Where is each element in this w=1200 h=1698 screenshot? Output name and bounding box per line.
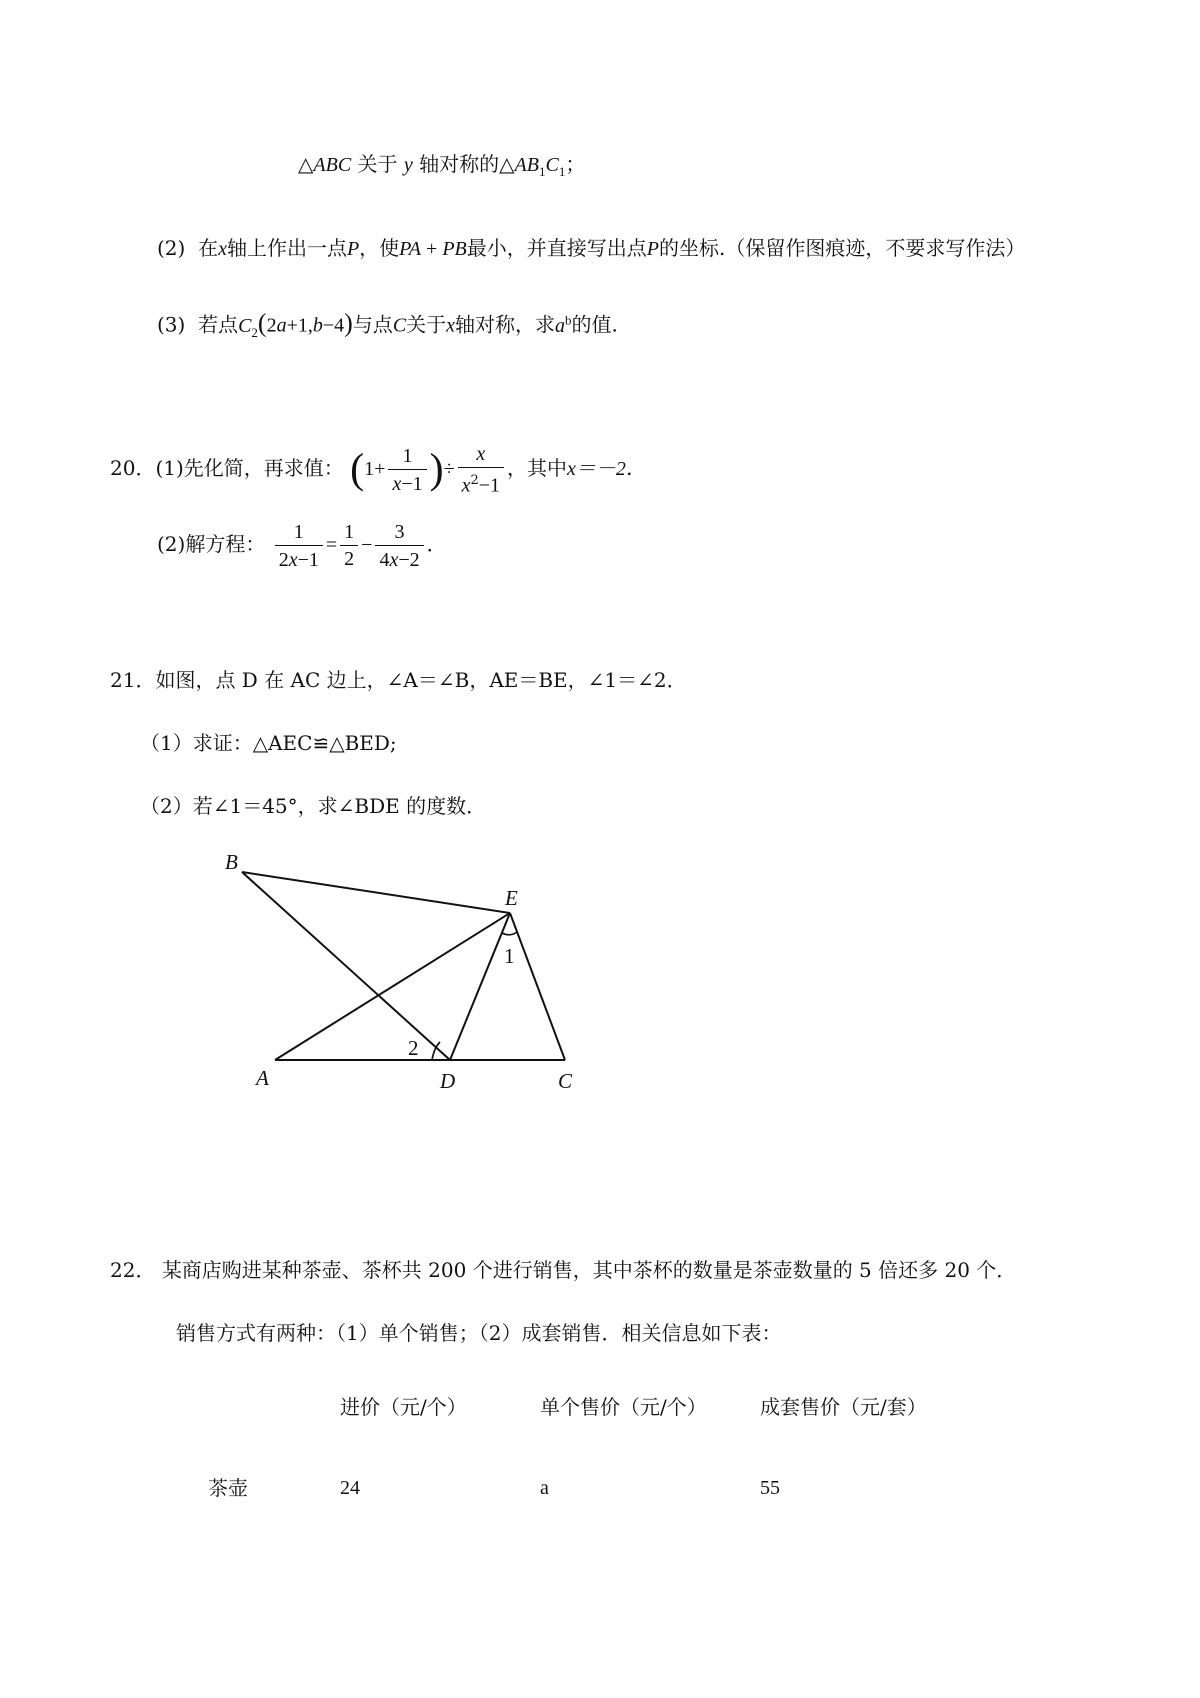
q22-stem: 22． 某商店购进某种茶壶、茶杯共 200 个进行销售，其中茶杯的数量是茶壶数量的 5 倍还多 20 个． bbox=[110, 1258, 1017, 1282]
fraction-1-over-x-minus-1: $\frac{1}{x-1}$ bbox=[388, 443, 426, 497]
label-E: E bbox=[505, 886, 518, 910]
q20-part2-line: (2)解方程： $\frac{1}{2x-1}$ = $\frac{1}{2}$ − $\frac{3}{4x-2}$ ． bbox=[157, 520, 447, 571]
q19-part1-line: △ABC 关于 y 轴对称的$\triangle AB_1C_1$； bbox=[298, 152, 586, 179]
fraction-1-over-2: $\frac{1}{2}$ bbox=[340, 519, 358, 572]
q22-intro: 销售方式有两种：（1）单个销售；（2）成套销售．相关信息如下表： bbox=[176, 1321, 782, 1345]
q20-part1-line: 20．(1)先化简，再求值： (1+ $\frac{1}{x-1}$ )÷ $\frac{x}{x^2-1}$ ，其中x＝－2． bbox=[110, 442, 646, 497]
q21-part1: （1）求证：△AEC≌△BED; bbox=[140, 731, 397, 755]
segment-EC bbox=[510, 913, 565, 1060]
table-cell-set-price: 55 bbox=[760, 1477, 780, 1499]
fraction-3-over-4x-minus-2: $\frac{3}{4x-2}$ bbox=[375, 519, 423, 573]
fraction-1-over-2x-minus-1: $\frac{1}{2x-1}$ bbox=[275, 519, 323, 573]
table-header-single-price: 单个售价（元/个） bbox=[540, 1395, 707, 1419]
segment-BE bbox=[242, 872, 510, 913]
label-D: D bbox=[440, 1069, 456, 1093]
label-C: C bbox=[558, 1069, 573, 1093]
segment-AE bbox=[275, 913, 510, 1060]
table-header-cost: 进价（元/个） bbox=[340, 1395, 467, 1419]
label-angle-1: 1 bbox=[504, 944, 515, 968]
q19-part2-line: (2) 在x轴上作出一点P，使PA + PB最小，并直接写出点P的坐标.（保留作图痕迹，不要求写作法） bbox=[157, 236, 1026, 260]
triangle-figure bbox=[220, 845, 580, 1105]
q21-stem: 21．如图，点 D 在 AC 边上，∠A＝∠B，AE＝BE，∠1＝∠2． bbox=[110, 668, 687, 692]
table-row-name: 茶壶 bbox=[208, 1476, 248, 1500]
segment-ED bbox=[450, 913, 510, 1060]
table-header-set-price: 成套售价（元/套） bbox=[760, 1395, 927, 1419]
angle-1-arc bbox=[502, 932, 517, 935]
table-cell-single-price: a bbox=[540, 1477, 549, 1499]
label-angle-2: 2 bbox=[408, 1036, 419, 1060]
q19-part3-line: (3) 若点$C_2(2a+1,b-4)$与点C关于x轴对称，求$a^b$的值. bbox=[157, 308, 618, 340]
fraction-x-over-x2-minus-1: $\frac{x}{x^2-1}$ bbox=[458, 441, 504, 499]
segment-BD bbox=[242, 872, 450, 1060]
q21-part2: （2）若∠1＝45°，求∠BDE 的度数． bbox=[140, 794, 487, 818]
label-A: A bbox=[256, 1066, 269, 1090]
table-cell-cost: 24 bbox=[340, 1477, 360, 1499]
label-B: B bbox=[225, 850, 238, 874]
